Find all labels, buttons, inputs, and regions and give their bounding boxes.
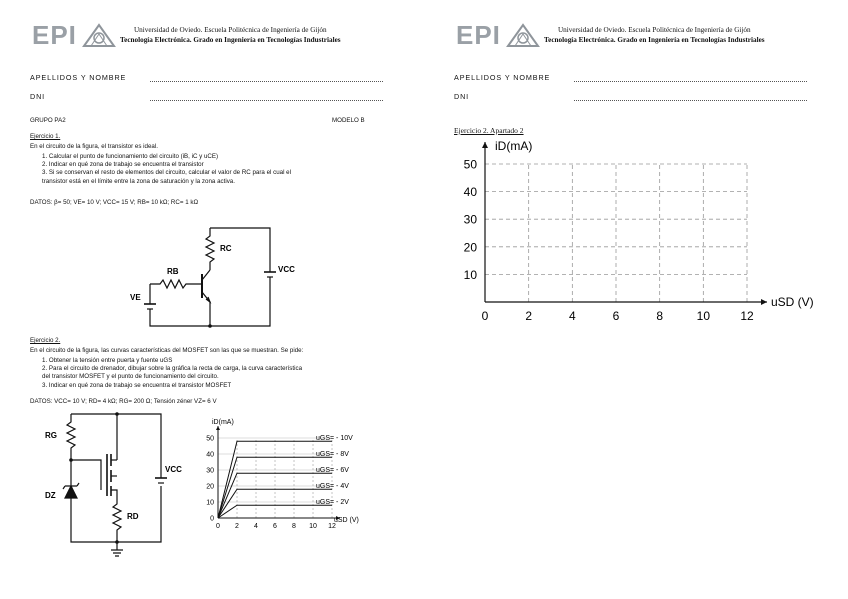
exercise2-data: DATOS: VCC= 10 V; RD= 4 kΩ; RG= 200 Ω; Tensión zéner VZ= 6 V [30,398,217,405]
y-tick-label: 50 [463,157,477,172]
school-emblem-icon [506,22,540,48]
x-tick-label: 4 [568,309,576,323]
course-name: Tecnología Electrónica. Grado en Ingeniería en Tecnologías Industriales [120,36,341,44]
epi-logo: EPI [456,20,501,50]
x-tick-label: 8 [292,523,296,530]
x-axis-label: uSD (V) [334,517,359,524]
model-label: MODELO B [332,117,365,124]
university-name: Universidad de Oviedo. Escuela Politécnica de Ingeniería de Gijón [557,26,751,34]
rg-label: RG [45,431,57,440]
school-emblem-icon [82,22,116,48]
dni-line[interactable] [150,100,383,101]
x-tick-label: 4 [254,523,258,530]
series-line [218,473,332,518]
dz-label: DZ [45,491,56,500]
vcc-label: VCC [278,265,295,274]
x-axis-label: uSD (V) [771,295,814,309]
exercise1-list [42,153,291,186]
name-line[interactable] [150,81,383,82]
x-tick-label: 2 [235,523,239,530]
series-label: uGS= - 6V [316,467,349,475]
exercise2-item: del transistor MOSFET y el punto de funcionamiento del circuito. [42,373,219,381]
circuit1-diagram [120,222,310,332]
x-tick-label: 12 [740,309,754,323]
header-text [120,25,341,45]
exercise1-intro: En el circuito de la figura, el transistor es ideal. [30,143,158,150]
y-axis-arrow-icon [216,426,220,430]
header-text [544,25,765,45]
y-axis-arrow-icon [482,142,488,148]
rb-label: RB [167,267,179,276]
exercise2-item: 1. Obtener la tensión entre puerta y fuente uGS [42,357,173,364]
exercise2-list [42,357,302,390]
x-tick-label: 12 [328,523,336,530]
exercise2-intro: En el circuito de la figura, las curvas características del MOSFET son las que se muestran. Se pide: [30,347,304,354]
vcc2-label: VCC [165,465,182,474]
exercise2-item: 3. Indicar en qué zona de trabajo se encuentra el transistor MOSFET [42,381,232,389]
x-axis-arrow-icon [761,299,767,305]
x-tick-label: 0 [216,523,220,530]
x-tick-label: 2 [525,309,533,323]
y-tick-label: 50 [206,435,214,443]
course-name: Tecnología Electrónica. Grado en Ingeniería en Tecnologías Industriales [544,36,765,44]
series-label: uGS= - 8V [316,451,349,459]
answer-chart [450,134,820,334]
y-tick-label: 30 [206,467,214,475]
exercise2-item: 2. Para el circuito de drenador, dibujar sobre la gráfica la recta de carga, la curva característica [42,365,303,373]
exercise1-data: DATOS: β= 50; VE= 10 V; VCC= 15 V; RB= 10 kΩ; RC= 1 kΩ [30,199,199,206]
name-line[interactable] [574,81,807,82]
epi-logo: EPI [32,20,77,50]
university-name: Universidad de Oviedo. Escuela Politécnica de Ingeniería de Gijón [133,26,327,34]
y-tick-label: 40 [463,185,477,200]
x-tick-label: 8 [656,309,664,323]
exercise1-item: 3. Si se conservan el resto de elementos del circuito, calcular el valor de RC para el cual el [42,169,291,177]
exercise1-item: 1. Calcular el punto de funcionamiento del circuito (iB, iC y uCE) [42,153,219,160]
y-tick-label: 0 [210,515,214,523]
y-tick-label: 40 [206,451,214,459]
y-tick-label: 20 [463,240,477,255]
y-tick-label: 10 [206,499,214,507]
rc-label: RC [220,244,232,253]
x-tick-label: 6 [273,523,277,530]
x-tick-label: 10 [309,523,317,530]
dni-label: DNI [30,92,46,101]
series-label: uGS= - 10V [316,435,353,443]
dni-label: DNI [454,92,470,101]
dni-line[interactable] [574,100,807,101]
y-axis-label: iD(mA) [495,139,533,153]
exercise2-title: Ejercicio 2. [30,337,61,344]
group-label: GRUPO PA2 [30,117,66,124]
x-tick-label: 6 [612,309,620,323]
x-tick-label: 10 [696,309,711,323]
rd-label: RD [127,512,139,521]
x-tick-label: 0 [481,309,489,323]
y-tick-label: 20 [206,483,214,491]
y-tick-label: 30 [463,212,477,227]
y-axis-label: iD(mA) [212,419,234,426]
circuit2-diagram [35,410,195,560]
exercise1-item: transistor está en el límite entre la zona de saturación y la zona activa. [42,177,235,185]
exercise1-item: 2. Indicar en qué zona de trabajo se encuentra el transistor [42,161,204,169]
ve-label: VE [130,293,141,302]
section-title: Ejercicio 2. Apartado 2 [454,126,524,135]
series-label: uGS= - 4V [316,483,349,491]
y-tick-label: 10 [463,267,477,282]
mosfet-characteristics-chart [196,418,366,536]
exercise1-title: Ejercicio 1. [30,133,61,140]
name-label: APELLIDOS Y NOMBRE [30,73,127,82]
name-label: APELLIDOS Y NOMBRE [454,73,551,82]
series-label: uGS= - 2V [316,499,349,507]
